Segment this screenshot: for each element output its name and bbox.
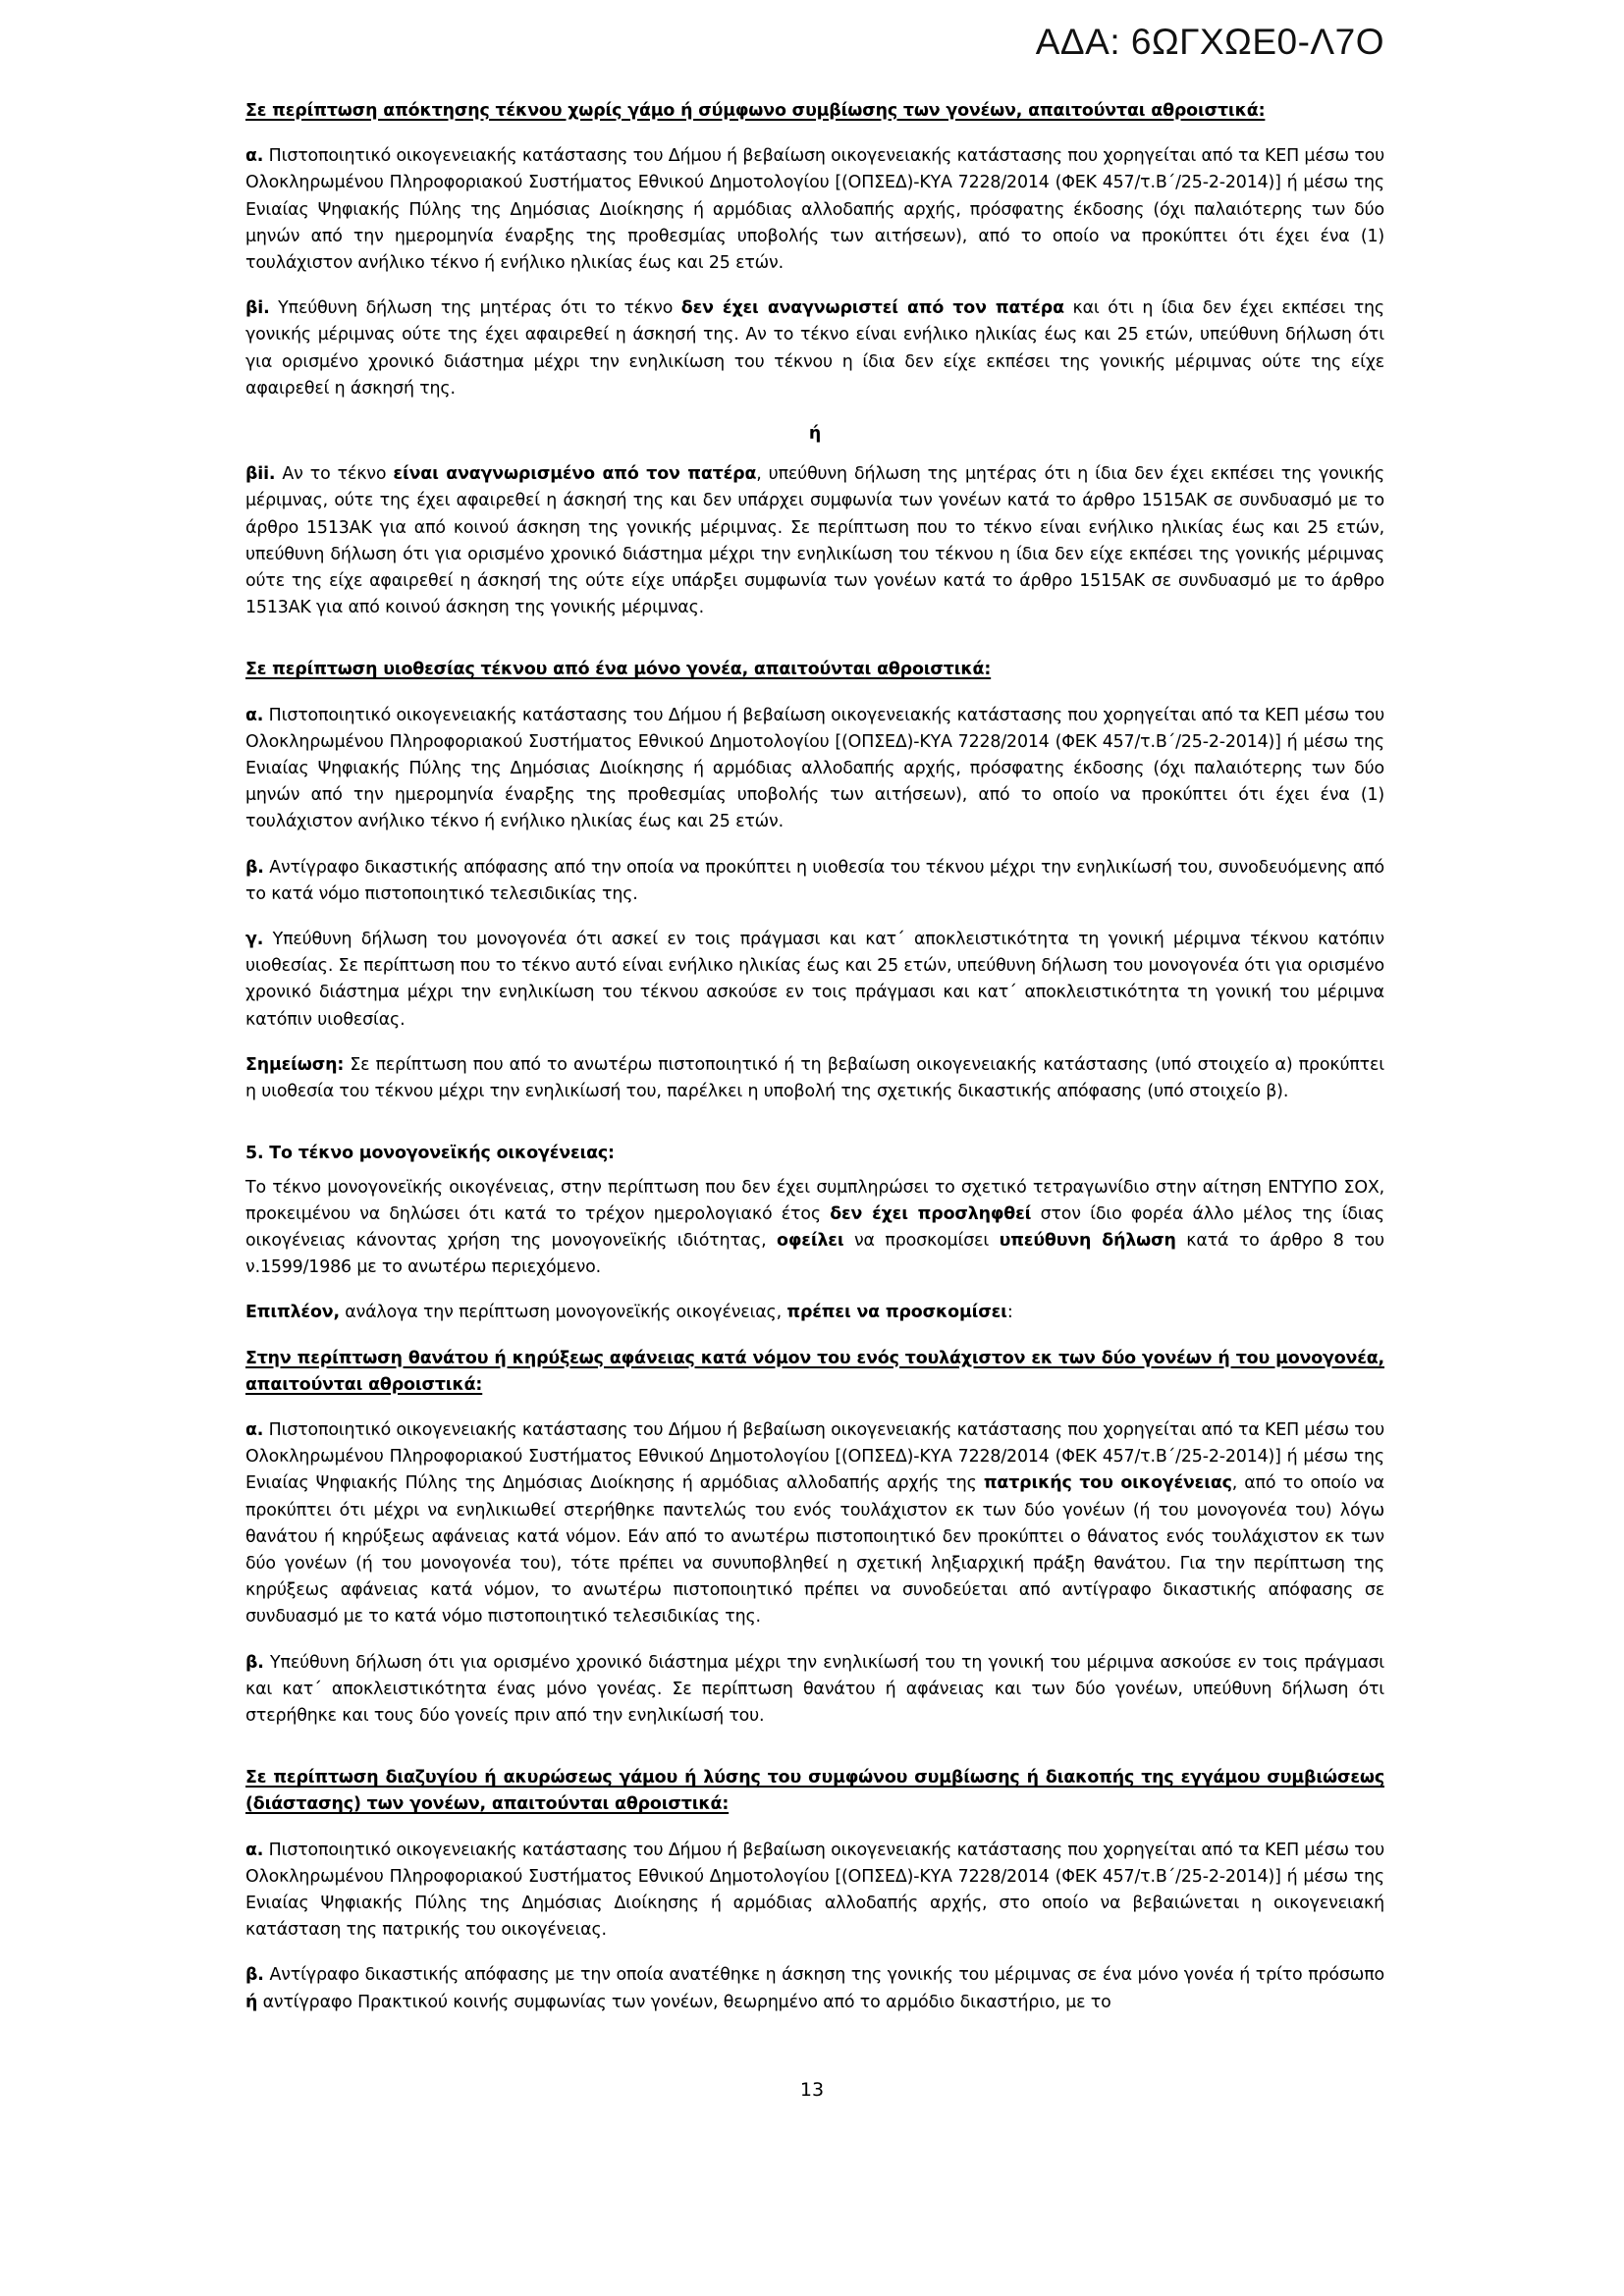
text: στον ίδιο φορέα άλλο μέλος της ίδιας οικογένειας κάνοντας χρήση της μονογονεϊκής ιδιότητας, [245,1203,1384,1251]
bold-text: γ. [245,930,264,950]
section-heading [245,1346,1384,1399]
text: Αντίγραφο δικαστικής απόφασης με την οποία ανατέθηκε η άσκηση της γονικής του μέριμνας σε ένα μόνο γονέα ή τρίτο πρόσωπο [263,1965,1384,1986]
text: αντίγραφο Πρακτικού κοινής συμφωνίας των γονέων, θεωρημένο από το αρμόδιο δικαστήριο, με το [257,1992,1111,2012]
bold-text: βii. [245,464,276,485]
bold-text: υπεύθυνη δήλωση [999,1230,1176,1251]
bold-text: α. [245,146,264,167]
bold-text: ή [245,1992,258,2012]
text: : [1006,1303,1013,1323]
paragraph [245,855,1384,908]
paragraph [245,1052,1384,1105]
paragraph [245,295,1384,402]
section-heading [245,1765,1384,1818]
text: Πιστοποιητικό οικογενειακής κατάστασης του Δήμου ή βεβαίωση οικογενειακής κατάστασης που χορηγείται από τα ΚΕΠ μέσω του Ολοκληρωμένου Πληροφοριακού Συστήματος Εθνικού Δημοτολογίου [(ΟΠΣΕΔ)-ΚΥΑ 7228/2014 (ΦΕΚ 457/τ.Β΄/25-2-2014)] ή μέσω της Ενιαίας Ψηφιακής Πύλης της Δημόσιας Διοίκησης ή αρμόδιας αλλοδαπής αρχής, πρόσφατης έκδοσης (όχι παλαιότερης των δύο μηνών από την ημερομηνία έναρξης της προθεσμίας υποβολής των αιτήσεων), από το οποίο να προκύπτει ότι έχει ένα (1) τουλάχιστον ανήλικο τέκνο ή ενήλικο ηλικίας έως και 25 ετών. [245,146,1384,274]
text: , από το οποίο να προκύπτει ότι μέχρι να ενηλικιωθεί στερήθηκε παντελώς του ενός τουλάχιστον εκ των δύο γονέων (ή του μονογονέα του) λόγω θανάτου ή κηρύξεως αφάνειας κατά νόμον. Εάν από το ανωτέρω πιστοποιητικό δεν προκύπτει ο θάνατος ενός τουλάχιστον εκ των δύο γονέων (ή του μονογονέα του), τότε πρέπει να συνυποβληθεί η σχετική ληξιαρχική πράξη θανάτου. Για την περίπτωση της κηρύξεως αφάνειας κατά νόμον, το ανωτέρω πιστοποιητικό πρέπει να συνοδεύεται από αντίγραφο δικαστικής απόφασης σε συνδυασμό με το κατά νόμο πιστοποιητικό τελεσιδικίας της. [245,1473,1384,1628]
bold-text: οφείλει [777,1230,844,1251]
text: Υπεύθυνη δήλωση ότι για ορισμένο χρονικό διάστημα μέχρι την ενηλικίωσή του τη γονική του μέριμνα ασκούσε εν τοις πράγμασι και κατ΄ αποκλειστικότητα ένας μόνο γονέας. Σε περίπτωση θανάτου ή αφάνειας και των δύο γονέων, υπεύθυνη δήλωση ότι στερήθηκε και τους δύο γονείς πριν από την ενηλικίωσή του. [245,1652,1384,1726]
paragraph [245,1650,1384,1731]
text: Σε περίπτωση διαζυγίου ή ακυρώσεως γάμου ή λύσης του συμφώνου συμβίωσης ή διακοπής της εγγάμου συμβιώσεως (διάστασης) των γονέων, απαιτούνται αθροιστικά: [245,1768,1384,1815]
bold-text: Επιπλέον, [245,1303,340,1323]
bold-text: β. [245,857,264,878]
text: Πιστοποιητικό οικογενειακής κατάστασης του Δήμου ή βεβαίωση οικογενειακής κατάστασης που χορηγείται από τα ΚΕΠ μέσω του Ολοκληρωμένου Πληροφοριακού Συστήματος Εθνικού Δημοτολογίου [(ΟΠΣΕΔ)-ΚΥΑ 7228/2014 (ΦΕΚ 457/τ.Β΄/25-2-2014)] ή μέσω της Ενιαίας Ψηφιακής Πύλης της Δημόσιας Διοίκησης ή αρμόδιας αλλοδαπής αρχής της [245,1419,1384,1494]
section-heading [245,657,1384,683]
text: Αντίγραφο δικαστικής απόφασης από την οποία να προκύπτει η υιοθεσία του τέκνου μέχρι την ενηλικίωσή του, συνοδευόμενης από το κατά νόμο πιστοποιητικό τελεσιδικίας της. [245,857,1384,904]
section-title [245,1141,1384,1167]
paragraph [245,1962,1384,2015]
ada-code: ΑΔΑ: 6ΩΓΧΩΕ0-Λ7Ο [1035,22,1384,62]
paragraph [245,1838,1384,1945]
paragraph [245,1175,1384,1282]
paragraph [245,1417,1384,1631]
document-body [245,98,1384,2035]
text: ή [808,424,822,445]
text: , υπεύθυνη δήλωση της μητέρας ότι η ίδια δεν έχει εκπέσει της γονικής μέριμνας, ούτε της έχει αφαιρεθεί η άσκησή της και δεν υπάρχει συμφωνία των γονέων κατά το άρθρο 1515ΑΚ σε συνδυασμό με το άρθρο 1513ΑΚ για από κοινού άσκηση της γονικής μέριμνας. Σε περίπτωση που το τέκνο είναι ενήλικο ηλικίας έως και 25 ετών, υπεύθυνη δήλωση ότι για ορισμένο χρονικό διάστημα μέχρι την ενηλικίωση του τέκνου η ίδια δεν είχε εκπέσει της γονικής μέριμνας ούτε της είχε αφαιρεθεί η άσκησή της ούτε είχε υπάρξει συμφωνία των γονέων κατά το άρθρο 1515ΑΚ σε συνδυασμό με το άρθρο 1513ΑΚ για από κοινού άσκηση της γονικής μέριμνας. [245,464,1385,618]
text: Υπεύθυνη δήλωση του μονογονέα ότι ασκεί εν τοις πράγμασι και κατ΄ αποκλειστικότητα τη γονική μέριμνα τέκνου κατόπιν υιοθεσίας. Σε περίπτωση που το τέκνο αυτό είναι ενήλικο ηλικίας έως και 25 ετών, υπεύθυνη δήλωση του μονογονέα ότι για ορισμένο χρονικό διάστημα μέχρι την ενηλικίωση του τέκνου ασκούσε εν τοις πράγμασι και κατ΄ αποκλειστικότητα τη γονική του μέριμνα κατόπιν υιοθεσίας. [245,930,1384,1030]
bold-text: α. [245,1840,264,1860]
text: Αν το τέκνο [275,464,394,485]
text: Σε περίπτωση υιοθεσίας τέκνου από ένα μόνο γονέα, απαιτούνται αθροιστικά: [245,660,992,680]
bold-text: είναι αναγνωρισμένο από τον πατέρα [393,464,757,485]
paragraph [245,927,1384,1034]
bold-text: πατρικής του οικογένειας [983,1473,1232,1494]
section-heading [245,98,1384,125]
text: Πιστοποιητικό οικογενειακής κατάστασης του Δήμου ή βεβαίωση οικογενειακής κατάστασης που χορηγείται από τα ΚΕΠ μέσω του Ολοκληρωμένου Πληροφοριακού Συστήματος Εθνικού Δημοτολογίου [(ΟΠΣΕΔ)-ΚΥΑ 7228/2014 (ΦΕΚ 457/τ.Β΄/25-2-2014)] ή μέσω της Ενιαίας Ψηφιακής Πύλης της Δημόσιας Διοίκησης ή αρμόδιας αλλοδαπής αρχής, στο οποίο να βεβαιώνεται η οικογενειακή κατάσταση της πατρικής του οικογένειας. [245,1840,1384,1941]
text: κατά το άρθρο 8 του ν.1599/1986 με το ανωτέρω περιεχόμενο. [245,1230,1384,1278]
page-number: 13 [799,2079,825,2101]
bold-text: β. [245,1652,264,1673]
text: ανάλογα την περίπτωση μονογονεϊκής οικογένειας, [339,1303,787,1323]
bold-text: Σημείωση: [245,1054,345,1075]
separator-or [245,421,1384,448]
text: να προσκομίσει [843,1230,1000,1251]
text: Το τέκνο μονογονεϊκής οικογένειας, στην περίπτωση που δεν έχει συμπληρώσει το σχετικό τετραγωνίδιο στην αίτηση ΕΝΤΥΠΟ ΣΟΧ, προκειμένου να δηλώσει ότι κατά το τρέχον ημερολογιακό έτος [245,1177,1384,1224]
text: Στην περίπτωση θανάτου ή κηρύξεως αφάνειας κατά νόμον του ενός τουλάχιστον εκ των δύο γονέων ή του μονογονέα, απαιτούνται αθροιστικά: [245,1348,1384,1395]
bold-text: β. [245,1965,264,1986]
bold-text: α. [245,705,264,725]
text: Πιστοποιητικό οικογενειακής κατάστασης του Δήμου ή βεβαίωση οικογενειακής κατάστασης που χορηγείται από τα ΚΕΠ μέσω του Ολοκληρωμένου Πληροφοριακού Συστήματος Εθνικού Δημοτολογίου [(ΟΠΣΕΔ)-ΚΥΑ 7228/2014 (ΦΕΚ 457/τ.Β΄/25-2-2014)] ή μέσω της Ενιαίας Ψηφιακής Πύλης της Δημόσιας Διοίκησης ή αρμόδιας αλλοδαπής αρχής, πρόσφατης έκδοσης (όχι παλαιότερης των δύο μηνών από την ημερομηνία έναρξης της προθεσμίας υποβολής των αιτήσεων), από το οποίο να προκύπτει ότι έχει ένα (1) τουλάχιστον ανήλικο τέκνο ή ενήλικο ηλικίας έως και 25 ετών. [245,705,1384,832]
paragraph [245,461,1384,621]
bold-text: πρέπει να προσκομίσει [786,1303,1007,1323]
bold-text: βi. [245,298,270,319]
text: 5. Το τέκνο μονογονεϊκής οικογένειας: [245,1144,615,1164]
text: Υπεύθυνη δήλωση της μητέρας ότι το τέκνο [269,298,681,319]
text: και ότι η ίδια δεν έχει εκπέσει της γονικής μέριμνας ούτε της έχει αφαιρεθεί η άσκησή της. Αν το τέκνο είναι ενήλικο ηλικίας έως και 25 ετών, υπεύθυνη δήλωση ότι για ορισμένο χρονικό διάστημα μέχρι την ενηλικίωση του τέκνου η ίδια δεν είχε εκπέσει της γονικής μέριμνας ούτε της είχε αφαιρεθεί η άσκησή της. [245,298,1384,399]
paragraph [245,703,1384,836]
paragraph [245,143,1384,277]
bold-text: α. [245,1419,264,1440]
bold-text: δεν έχει αναγνωριστεί από τον πατέρα [680,298,1064,319]
bold-text: δεν έχει προσληφθεί [830,1203,1032,1224]
paragraph [245,1300,1384,1326]
text: Σε περίπτωση που από το ανωτέρω πιστοποιητικό ή τη βεβαίωση οικογενειακής κατάστασης (υπό στοιχείο α) προκύπτει η υιοθεσία του τέκνου μέχρι την ενηλικίωσή του, παρέλκει η υποβολή της σχετικής δικαστικής απόφασης (υπό στοιχείο β). [245,1054,1384,1102]
text: Σε περίπτωση απόκτησης τέκνου χωρίς γάμο ή σύμφωνο συμβίωσης των γονέων, απαιτούνται αθροιστικά: [245,101,1266,121]
